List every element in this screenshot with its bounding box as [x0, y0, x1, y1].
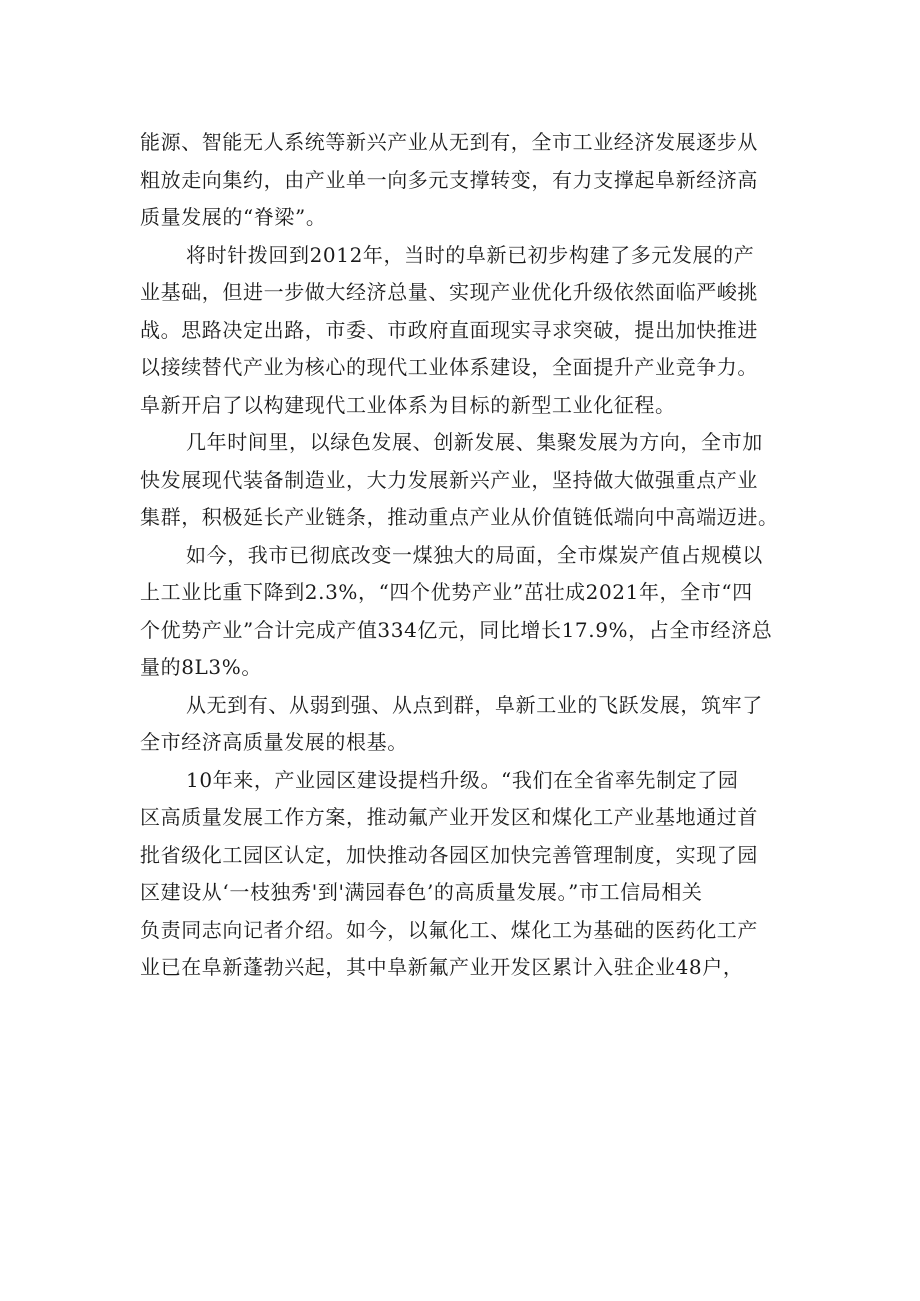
text-line: 业基础，但进一步做大经济总量、实现产业优化升级依然面临严峻挑 — [140, 280, 758, 304]
text-line: 集群，积极延长产业链条，推动重点产业从价值链低端向中高端迈进。 — [140, 505, 779, 529]
text-line: 阜新开启了以构建现代工业体系为目标的新型工业化征程。 — [140, 392, 676, 417]
text-line: 量的8L3%。 — [140, 655, 262, 679]
text-line: 区建设从‘一枝独秀'到'满园春色’的高质量发展。”市工信局相关 — [140, 880, 703, 904]
text-line: 战。思路决定出路，市委、市政府直面现实寻求突破，提出加快推进 — [140, 317, 758, 342]
text-line: 几年时间里，以绿色发展、创新发展、集聚发展为方向，全市加 — [186, 430, 763, 454]
text-line: 10年来，产业园区建设提档升级。“我们在全省率先制定了园 — [186, 767, 739, 792]
text-line: 将时针拨回到2012年，当时的阜新已初步构建了多元发展的产 — [186, 242, 755, 267]
text-line: 快发展现代装备制造业，大力发展新兴产业，坚持做大做强重点产业 — [140, 467, 758, 492]
article-body — [140, 124, 790, 987]
text-line: 以接续替代产业为核心的现代工业体系建设，全面提升产业竞争力。 — [140, 355, 758, 379]
text-line: 粗放走向集约，由产业单一向多元支撑转变，有力支撑起阜新经济高 — [140, 167, 758, 192]
text-line: 质量发展的“脊梁”。 — [140, 205, 327, 229]
text-line: 上工业比重下降到2.3%，“四个优势产业”茁壮成2021年，全市“四 — [140, 580, 753, 604]
text-line: 批省级化工园区认定，加快推动各园区加快完善管理制度，实现了园 — [140, 842, 758, 867]
text-line: 业已在阜新蓬勃兴起，其中阜新氟产业开发区累计入驻企业48户， — [140, 955, 744, 979]
text-line: 从无到有、从弱到强、从点到群，阜新工业的飞跃发展，筑牢了 — [186, 692, 763, 717]
text-line: 负责同志向记者介绍。如今，以氟化工、煤化工为基础的医药化工产 — [140, 917, 758, 942]
text-line: 区高质量发展工作方案，推动氟产业开发区和煤化工产业基地通过首 — [140, 805, 758, 829]
text-line: 如今，我市已彻底改变一煤独大的局面，全市煤炭产值占规模以 — [186, 542, 763, 567]
text-line: 能源、智能无人系统等新兴产业从无到有，全市工业经济发展逐步从 — [140, 130, 758, 154]
text-line: 全市经济高质量发展的根基。 — [140, 730, 408, 754]
text-line: 个优势产业”合计完成产值334亿元，同比增长17.9%，占全市经济总 — [140, 617, 773, 642]
